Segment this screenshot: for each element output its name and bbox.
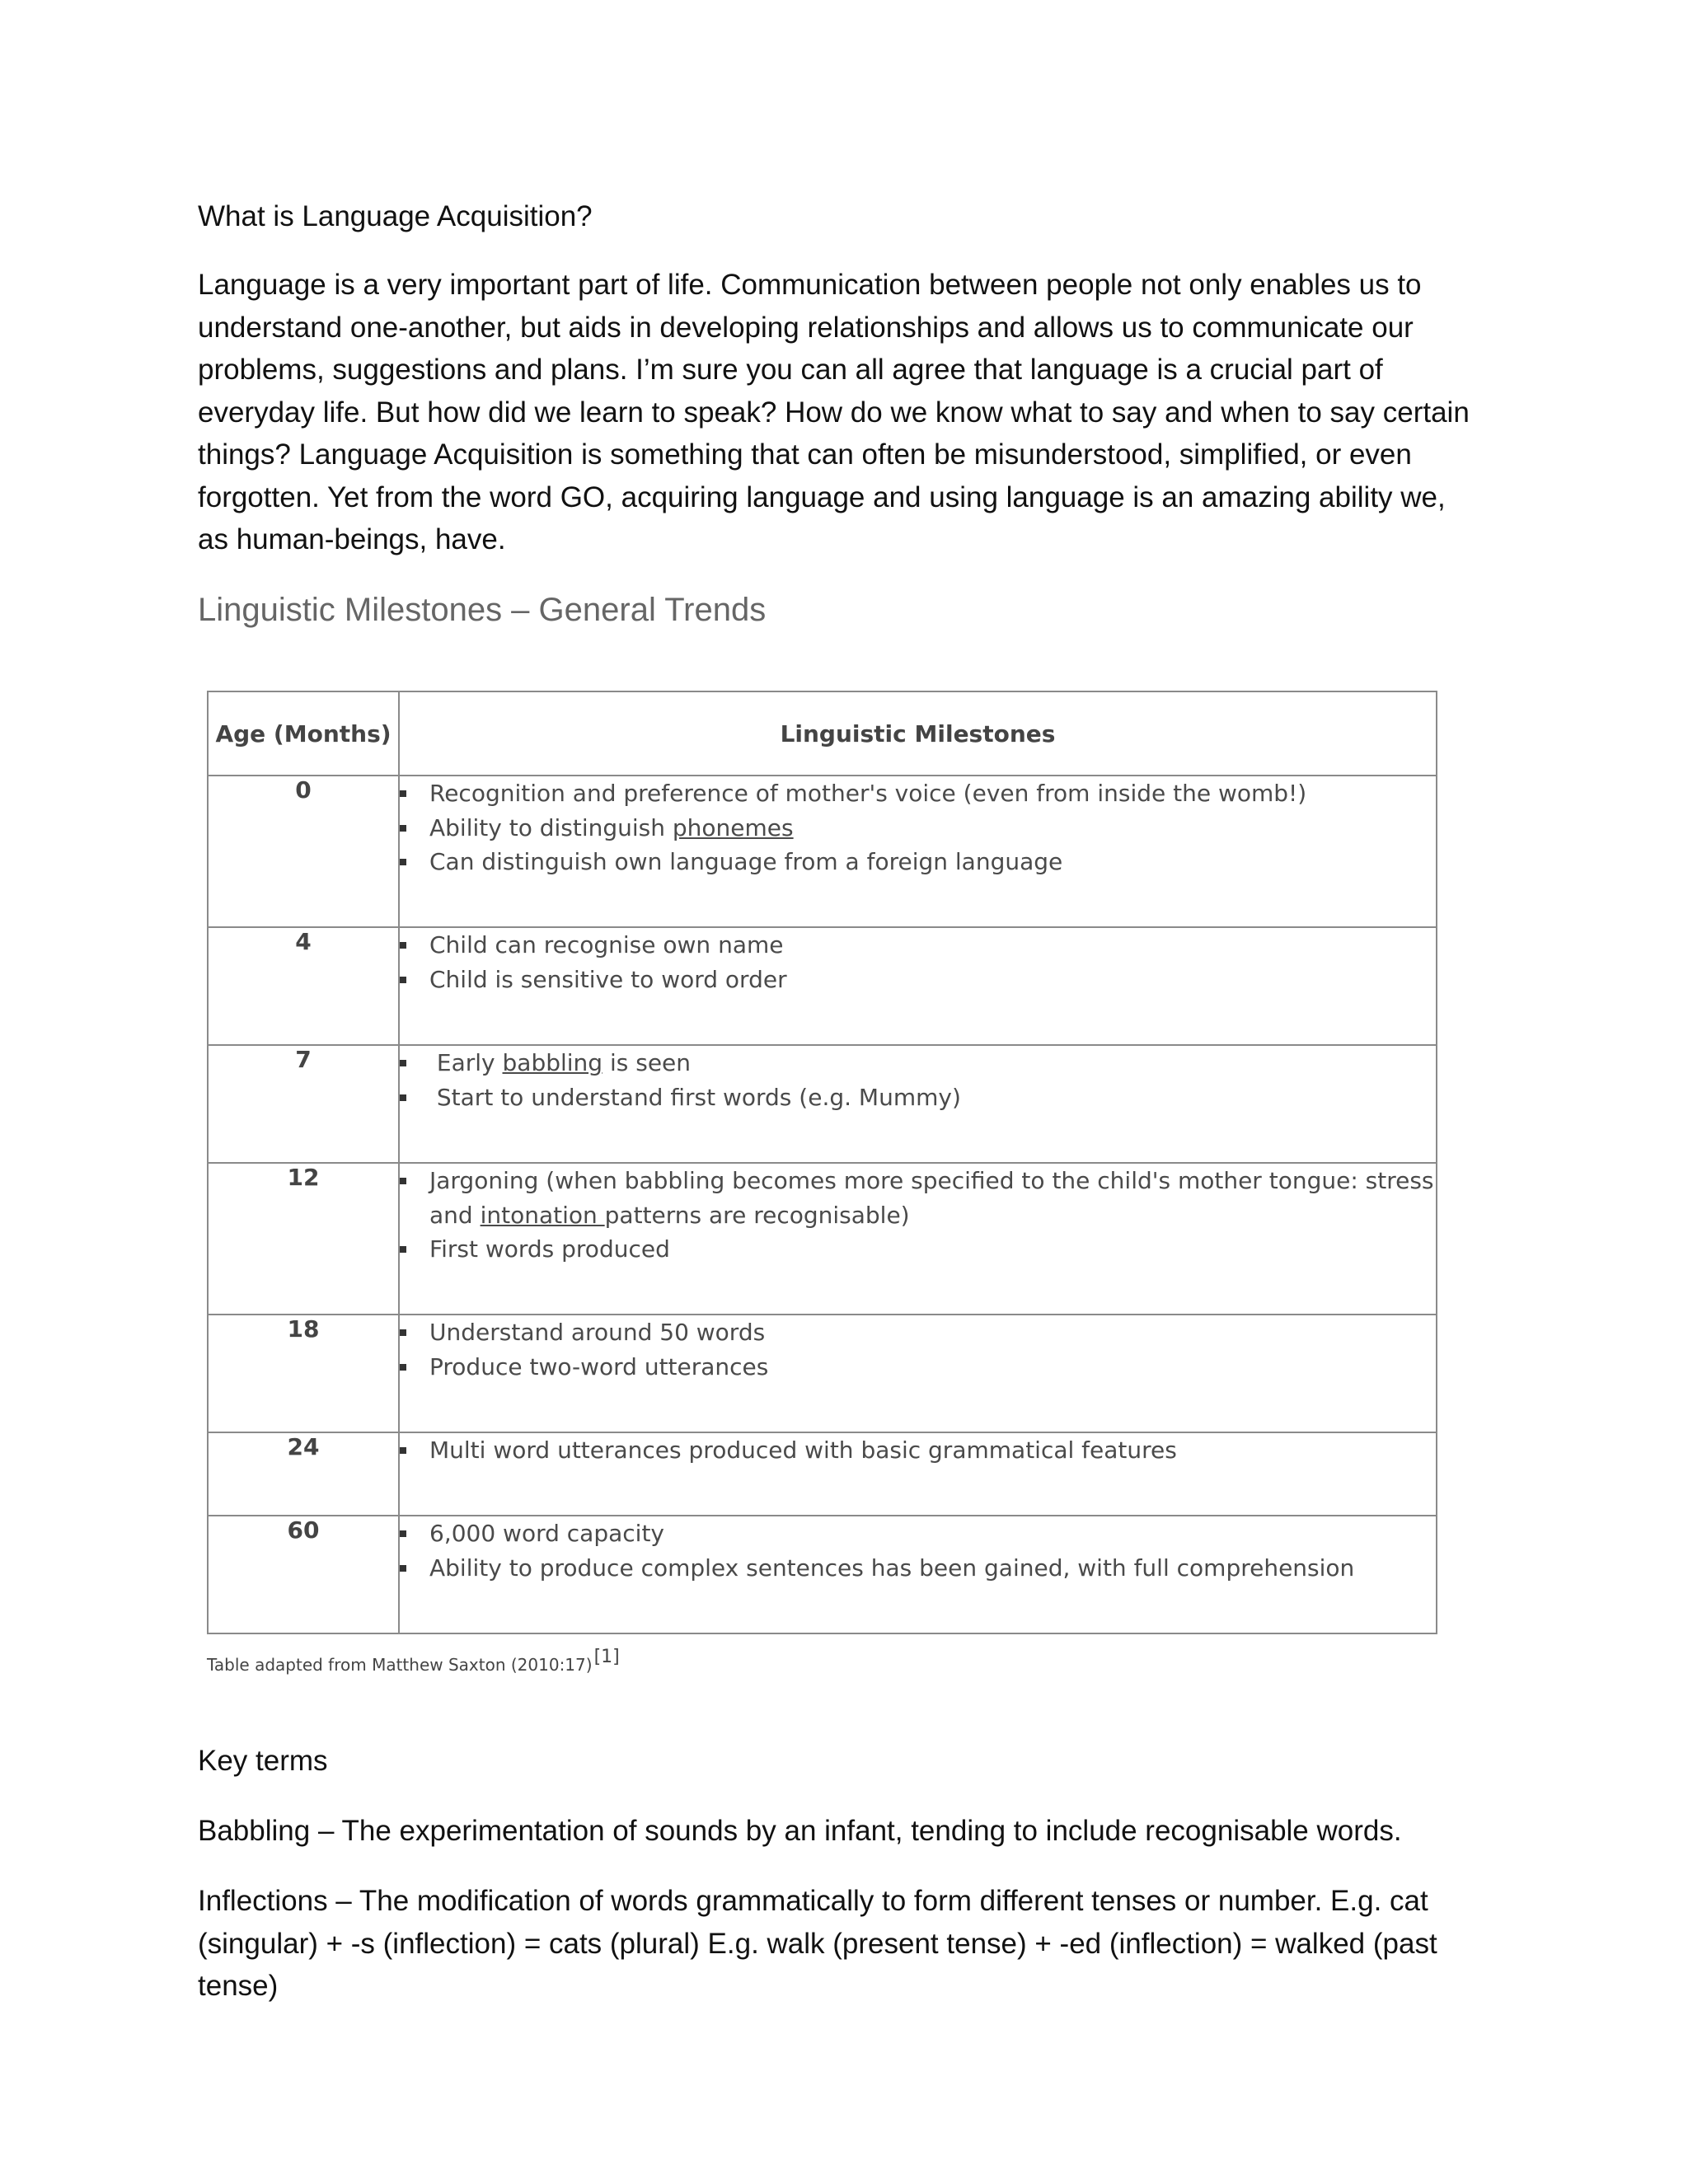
milestone-item [400,1551,1436,1586]
milestone-item [400,1516,1436,1551]
table-row [208,1516,1437,1633]
milestone-text: Understand around 50 words [429,1319,766,1346]
citation-link[interactable]: [1] [593,1647,620,1667]
definition-babbling: Babbling – The experimentation of sounds by an infant, tending to include recognisable words. [198,1815,1402,1847]
age-cell: 4 [208,927,399,1045]
table-row [208,1432,1437,1516]
milestones-cell [399,1163,1437,1315]
milestone-list [400,1164,1436,1267]
milestone-list [400,1315,1436,1384]
milestones-cell [399,1516,1437,1633]
milestone-text: patterns are recognisable) [604,1201,910,1229]
caption-text: Table adapted from Matthew Saxton (2010:17) [207,1655,593,1675]
milestone-list [400,1046,1436,1114]
milestone-text: Ability to distinguish [429,813,673,841]
intro-paragraph: Language is a very important part of life. Communication between people not only enables us to understand one-another, but aids in developing relationships and allows us to communicate our problems, suggestions and plans. I’m sure you can all agree that language is a crucial part of everyday life. But how did we learn to speak? How do we know what to say and when to say certain things? Language Acquisition is something that can often be misunderstood, simplified, or even forgotten. Yet from the word GO, acquiring language and using language is an amazing ability we, as human-beings, have. [198,269,1470,555]
milestone-text: Can distinguish own language from a foreign language [429,848,1063,875]
milestone-list [400,1433,1436,1468]
age-cell: 18 [208,1315,399,1432]
milestone-item [400,1164,1436,1232]
milestone-text: Produce two-word utterances [429,1352,769,1380]
milestone-text: Child is sensitive to word order [429,965,787,993]
milestone-item [400,928,1436,963]
intonation-link[interactable]: intonation [480,1201,605,1229]
age-cell: 7 [208,1045,399,1163]
phonemes-link[interactable]: phonemes [672,813,794,841]
age-cell: 0 [208,776,399,927]
babbling-link[interactable]: babbling [502,1049,603,1076]
milestone-item [400,963,1436,997]
table-row [208,927,1437,1045]
milestone-list [400,1516,1436,1585]
age-cell: 60 [208,1516,399,1633]
milestones-cell [399,1045,1437,1163]
milestone-text: Jargoning (when babbling becomes more specified to the child's mother tongue: stress and [429,1167,1434,1229]
milestones-table-body [208,776,1437,1633]
milestones-column-header: Linguistic Milestones [399,691,1437,776]
milestone-text: First words produced [429,1235,670,1263]
page-title: What is Language Acquisition? [198,200,593,232]
milestone-text: 6,000 word capacity [429,1520,664,1547]
milestone-text: is seen [603,1049,692,1076]
milestone-item [400,776,1436,811]
milestone-item [400,1433,1436,1468]
milestones-table [207,691,1437,1634]
milestone-list [400,776,1436,879]
milestone-item [400,1080,1436,1115]
milestone-text: Recognition and preference of mother's voice (even from inside the womb!) [429,780,1307,807]
milestone-list [400,928,1436,996]
table-row [208,1315,1437,1432]
table-header-row [208,691,1437,776]
milestones-cell [399,927,1437,1045]
key-terms-title: Key terms [198,1745,328,1777]
milestones-cell [399,776,1437,927]
milestone-text: Multi word utterances produced with basic grammatical features [429,1436,1177,1464]
age-cell: 24 [208,1432,399,1516]
milestone-item [400,1350,1436,1385]
milestones-cell [399,1432,1437,1516]
milestone-item [400,1315,1436,1350]
milestone-item [400,1046,1436,1080]
table-row [208,776,1437,927]
milestone-text: Early [429,1049,503,1076]
milestone-item [400,811,1436,846]
age-cell: 12 [208,1163,399,1315]
table-row [208,1163,1437,1315]
milestone-text: Ability to produce complex sentences has been gained, with full comprehension [429,1554,1355,1582]
milestones-cell [399,1315,1437,1432]
definition-inflections: Inflections – The modification of words grammatically to form different tenses or number. E.g. cat (singular) + -s (inflection) = cats (plural) E.g. walk (present tense) + -ed (inflection) = walked (past tense) [198,1885,1437,2002]
age-column-header: Age (Months) [208,691,399,776]
section-title: Linguistic Milestones – General Trends [198,592,767,628]
milestone-item [400,845,1436,879]
milestone-text: Start to understand first words (e.g. Mummy) [429,1083,961,1111]
table-row [208,1045,1437,1163]
milestone-item [400,1232,1436,1267]
table-caption [207,1647,620,1675]
milestone-text: Child can recognise own name [429,931,784,958]
